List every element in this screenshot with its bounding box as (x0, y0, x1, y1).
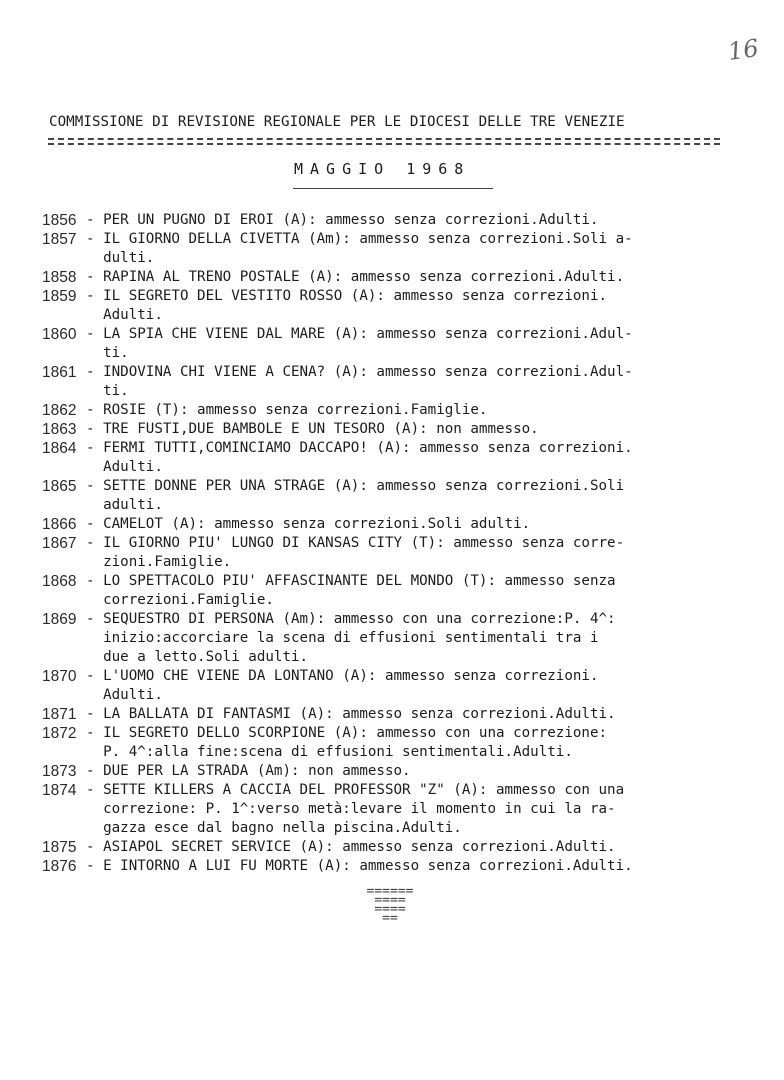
month-heading: MAGGIO 1968 (294, 160, 471, 178)
handwritten-page-mark: 16 (726, 34, 761, 66)
entry-text-line: - CAMELOT (A): ammesso senza correzioni.Soli adulti. (86, 516, 531, 532)
entry-number: 1875 (42, 839, 77, 856)
entry-text-line: Adulti. (86, 307, 163, 323)
entry-number: 1867 (42, 535, 77, 552)
entry-number: 1857 (42, 231, 77, 248)
entry-number: 1865 (42, 478, 77, 495)
entry-number: 1861 (42, 364, 77, 381)
entry-number: 1862 (42, 402, 77, 419)
entry-text-line: ti. (86, 345, 129, 361)
entry-text-line: - DUE PER LA STRADA (Am): non ammesso. (86, 763, 411, 779)
entry-text-line: - IL SEGRETO DEL VESTITO ROSSO (A): ammesso senza correzioni. (86, 288, 608, 304)
entry-number: 1870 (42, 668, 77, 685)
entry-number: 1856 (42, 212, 77, 229)
entry-text-line: - LA SPIA CHE VIENE DAL MARE (A): ammesso senza correzioni.Adul- (86, 326, 633, 342)
entry-number: 1868 (42, 573, 77, 590)
header-double-rule-top (48, 138, 720, 140)
entry-number: 1874 (42, 782, 77, 799)
entry-text-line: correzione: P. 1^:verso metà:levare il momento in cui la ra- (86, 801, 616, 817)
entry-text-line: - IL SEGRETO DELLO SCORPIONE (A): ammesso con una correzione: (86, 725, 608, 741)
header-double-rule-bottom (48, 143, 720, 145)
entry-number: 1866 (42, 516, 77, 533)
entry-text-line: - LA BALLATA DI FANTASMI (A): ammesso senza correzioni.Adulti. (86, 706, 616, 722)
entry-text-line: - ASIAPOL SECRET SERVICE (A): ammesso senza correzioni.Adulti. (86, 839, 616, 855)
entry-text-line: - SEQUESTRO DI PERSONA (Am): ammesso con una correzione:P. 4^: (86, 611, 616, 627)
entry-text-line: - RAPINA AL TRENO POSTALE (A): ammesso senza correzioni.Adulti. (86, 269, 625, 285)
entry-text-line: - IL GIORNO DELLA CIVETTA (Am): ammesso senza correzioni.Soli a- (86, 231, 633, 247)
entry-number: 1869 (42, 611, 77, 628)
entry-text-line: - L'UOMO CHE VIENE DA LONTANO (A): ammesso senza correzioni. (86, 668, 599, 684)
entry-text-line: correzioni.Famiglie. (86, 592, 274, 608)
document-end-mark: ====== ==== ==== == (366, 884, 414, 926)
entry-text-line: - TRE FUSTI,DUE BAMBOLE E UN TESORO (A): non ammesso. (86, 421, 539, 437)
entry-text-line: dulti. (86, 250, 155, 266)
entry-number: 1871 (42, 706, 77, 723)
entry-text-line: inizio:accorciare la scena di effusioni sentimentali tra i (86, 630, 599, 646)
entry-number: 1864 (42, 440, 77, 457)
entry-text-line: - IL GIORNO PIU' LUNGO DI KANSAS CITY (T): ammesso senza corre- (86, 535, 625, 551)
entry-text-line: Adulti. (86, 459, 163, 475)
entry-number: 1873 (42, 763, 77, 780)
entry-text-line: P. 4^:alla fine:scena di effusioni sentimentali.Adulti. (86, 744, 573, 760)
entry-text-line: - FERMI TUTTI,COMINCIAMO DACCAPO! (A): ammesso senza correzioni. (86, 440, 633, 456)
entry-number: 1859 (42, 288, 77, 305)
entry-text-line: adulti. (86, 497, 163, 513)
month-underline (293, 188, 493, 189)
entry-text-line: due a letto.Soli adulti. (86, 649, 309, 665)
entry-text-line: - E INTORNO A LUI FU MORTE (A): ammesso senza correzioni.Adulti. (86, 858, 633, 874)
entry-number: 1876 (42, 858, 77, 875)
entry-number: 1860 (42, 326, 77, 343)
entry-text-line: zioni.Famiglie. (86, 554, 232, 570)
entry-text-line: - ROSIE (T): ammesso senza correzioni.Famiglie. (86, 402, 488, 418)
entry-text-line: Adulti. (86, 687, 163, 703)
entry-number: 1863 (42, 421, 77, 438)
entry-text-line: - LO SPETTACOLO PIU' AFFASCINANTE DEL MONDO (T): ammesso senza (86, 573, 616, 589)
entry-text-line: - SETTE DONNE PER UNA STRAGE (A): ammesso senza correzioni.Soli (86, 478, 625, 494)
entry-text-line: ti. (86, 383, 129, 399)
entry-number: 1858 (42, 269, 77, 286)
document-header: COMMISSIONE DI REVISIONE REGIONALE PER LE DIOCESI DELLE TRE VENEZIE (49, 114, 625, 130)
entry-text-line: - PER UN PUGNO DI EROI (A): ammesso senza correzioni.Adulti. (86, 212, 599, 228)
entry-text-line: gazza esce dal bagno nella piscina.Adulti. (86, 820, 462, 836)
entry-number: 1872 (42, 725, 77, 742)
entry-text-line: - SETTE KILLERS A CACCIA DEL PROFESSOR "Z" (A): ammesso con una (86, 782, 625, 798)
entry-text-line: - INDOVINA CHI VIENE A CENA? (A): ammesso senza correzioni.Adul- (86, 364, 633, 380)
